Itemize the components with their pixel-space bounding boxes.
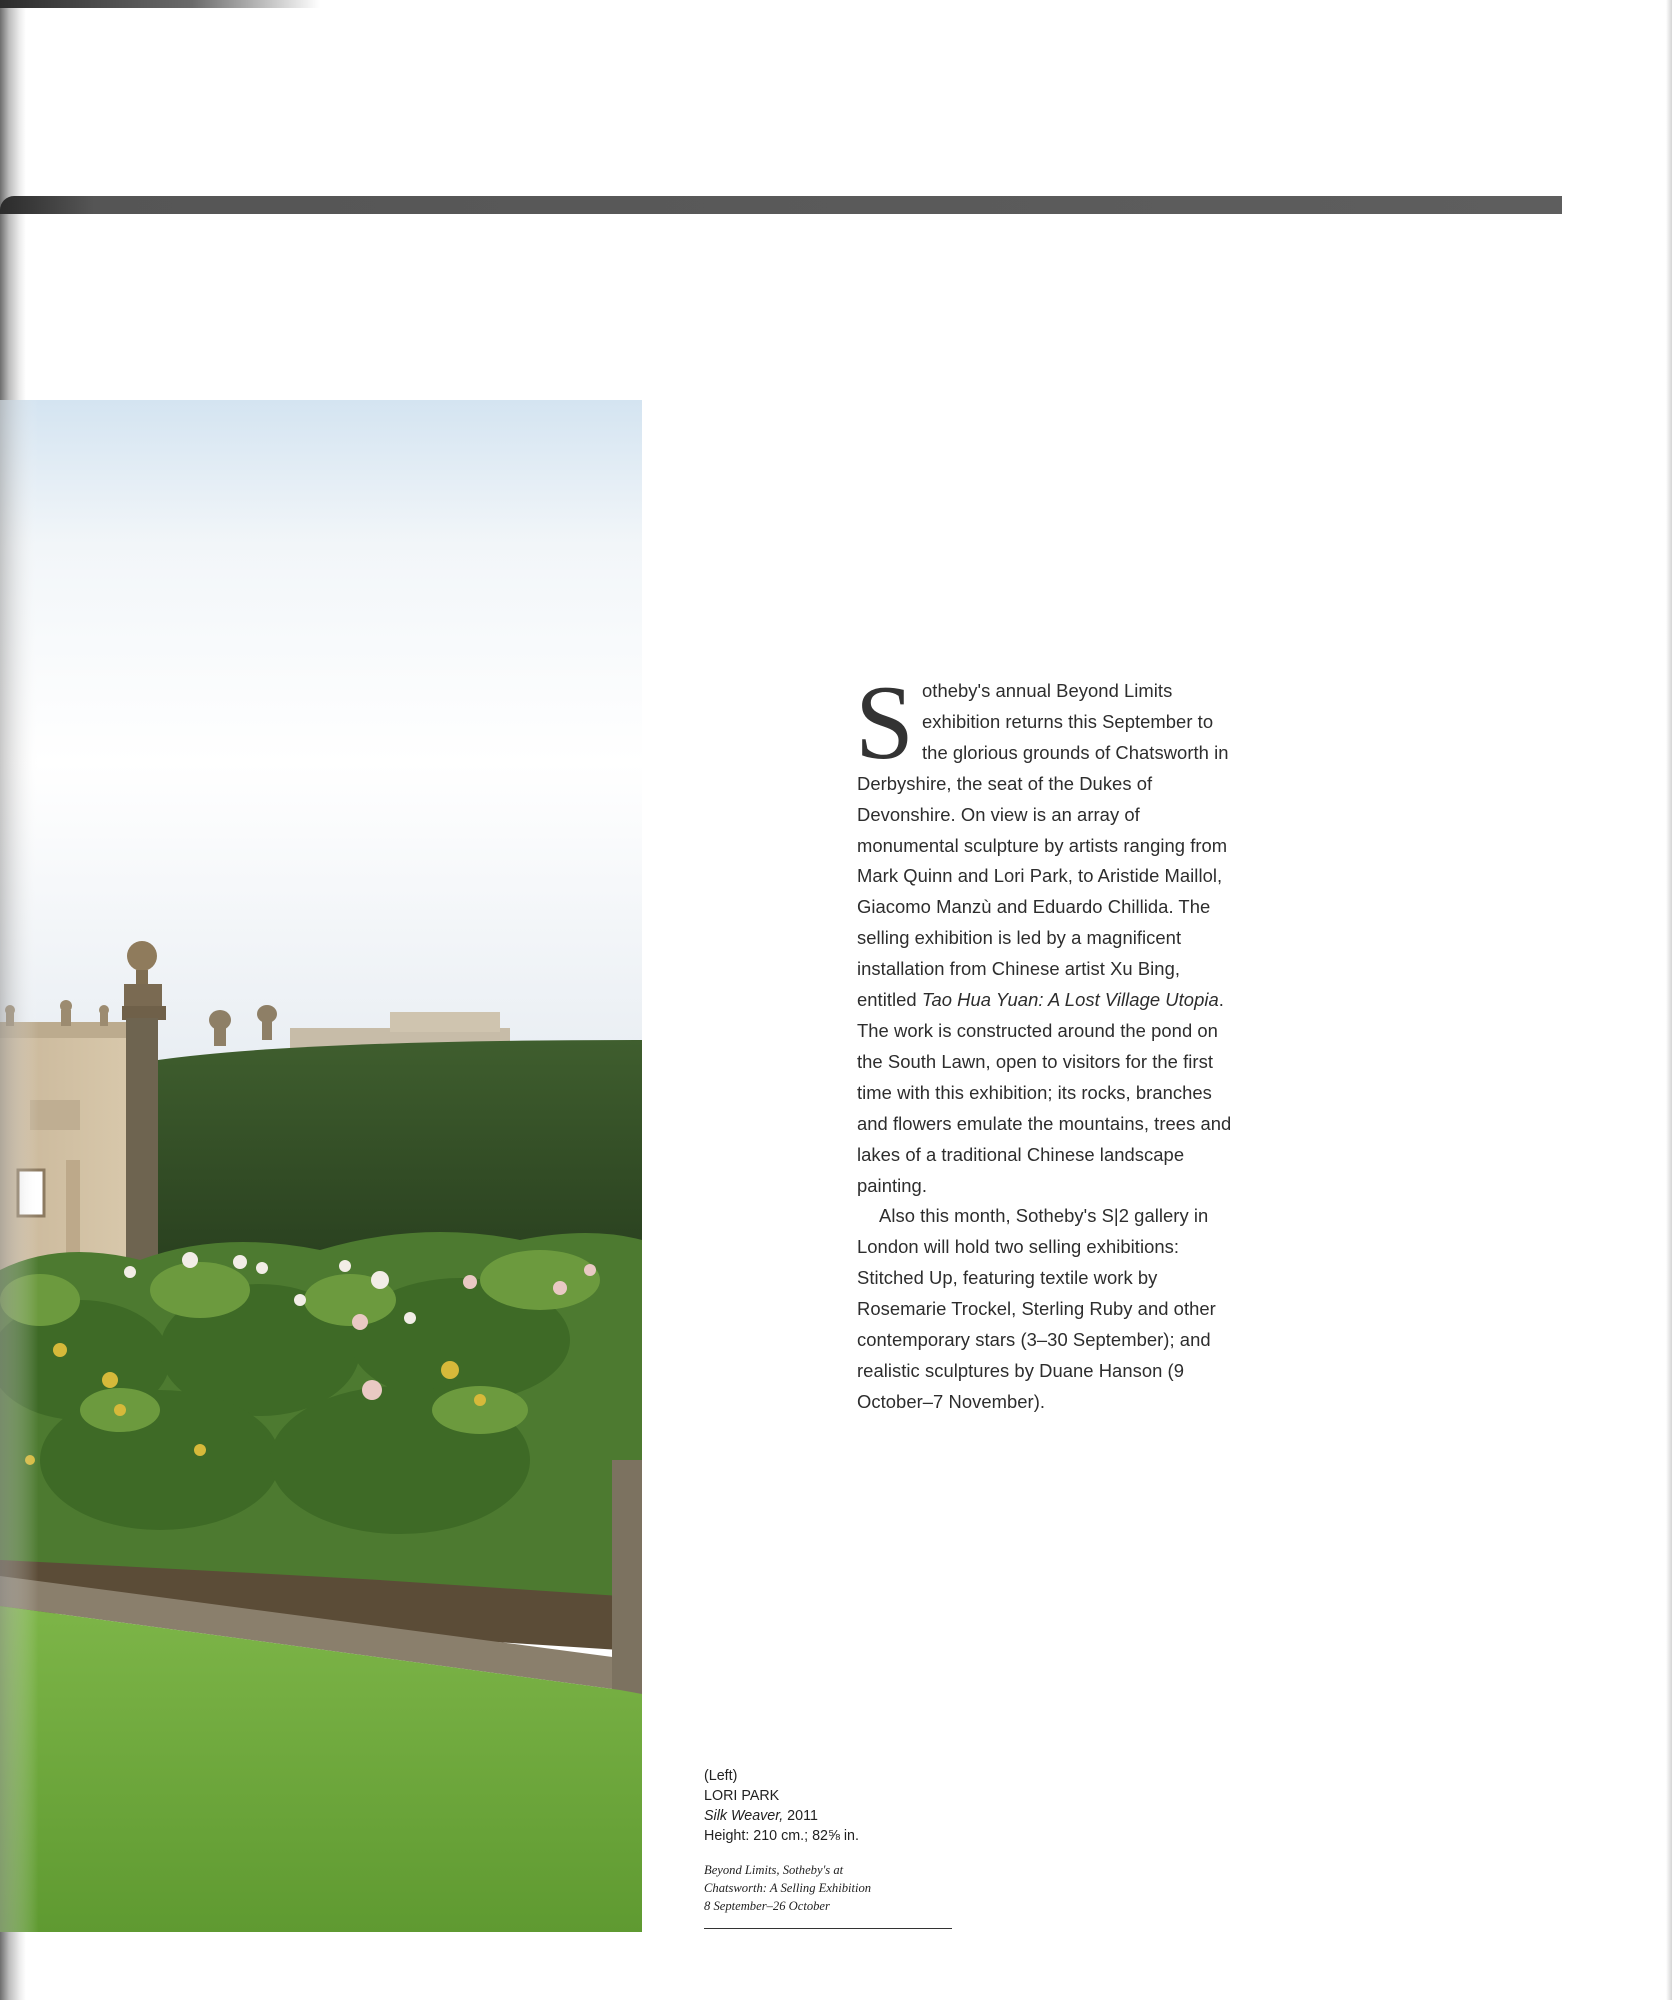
caption-artist: LORI PARK [704,1788,780,1804]
caption-work-title: Silk Weaver, [704,1808,784,1824]
credit-line-2: Chatsworth: A Selling Exhibition [704,1881,872,1896]
credit-line-1: Beyond Limits, Sotheby's at [704,1863,844,1877]
page-right-edge [1666,0,1672,2000]
caption-dimensions: Height: 210 cm.; 82⅝ in. [704,1828,859,1844]
caption-position: (Left) [704,1768,738,1784]
credit-rule [704,1928,952,1929]
article-paragraph-1 [855,664,1237,1201]
exhibition-credit [704,1861,954,1916]
article-paragraph-2: Also this month, Sotheby's S|2 gallery in London will hold two selling exhibitions: Stitched Up, featuring textile work by Rosemarie Trockel, Sterling Ruby and other contemporary stars (3–30 September); and realistic sculptures by Duane Hanson (9 October–7 November). [857,1205,1216,1412]
drop-cap: S [855,664,915,781]
page-top-edge [0,0,320,8]
article-paragraph-1-text-b: . The work is constructed around the pond on the South Lawn, open to visitors for the first time with this exhibition; its rocks, branches and flowers emulate the mountains, trees and lakes of a traditional Chinese landscape painting. [857,989,1232,1196]
garden-photo [0,400,642,1932]
photo-caption [704,1766,954,1846]
caption-work [704,1806,954,1826]
caption-work-year: 2011 [783,1808,818,1824]
credit-line-3: 8 September–26 October [704,1899,830,1914]
article-body [855,664,1237,1418]
article-paragraph-1-text-a: otheby's annual Beyond Limits exhibition returns this September to the glorious grounds of Chatsworth in Derbyshire, the seat of the Dukes of Devonshire. On view is an array of monumental sculpture by artists ranging from Mark Quinn and Lori Park, to Aristide Maillol, Giacomo Manzù and Eduardo Chillida. The selling exhibition is led by a magnificent installation from Chinese artist Xu Bing, entitled [857,680,1229,1011]
artwork-title-inline: Tao Hua Yuan: A Lost Village Utopia [921,989,1219,1011]
header-bar [0,196,1562,214]
